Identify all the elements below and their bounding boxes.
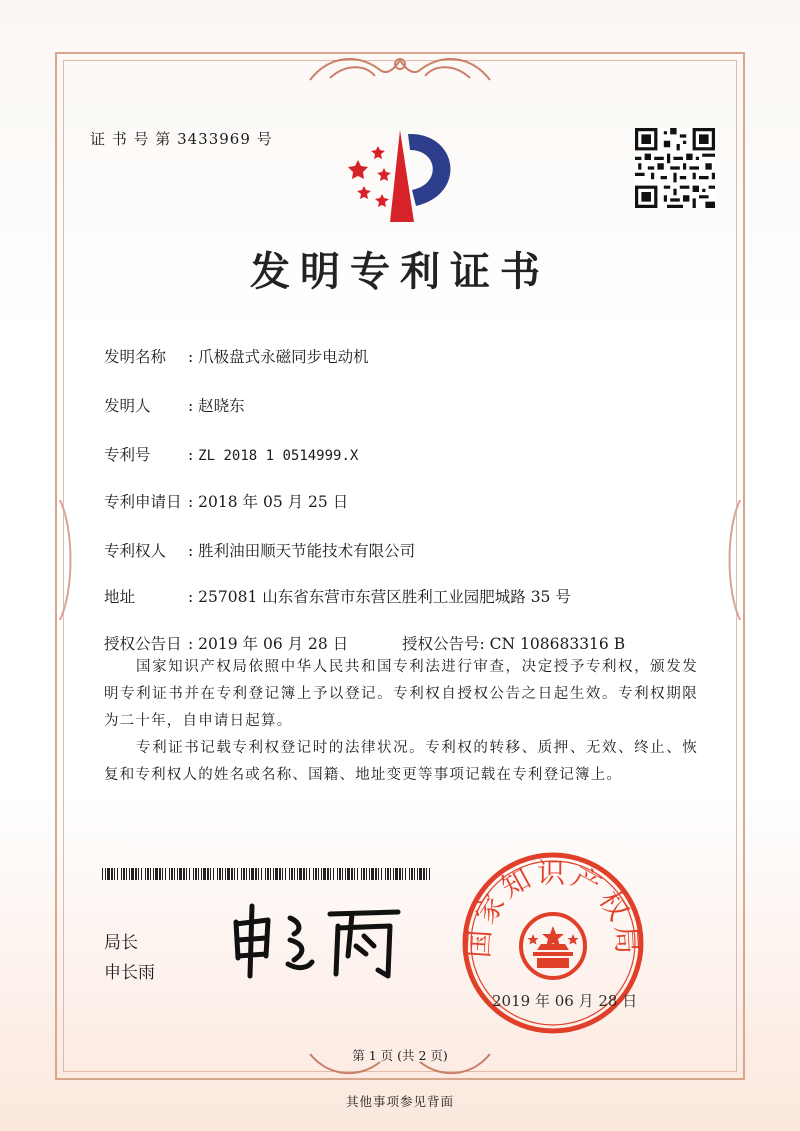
certificate-number-label: 证 书 号 第 <box>90 130 172 148</box>
top-ornament <box>300 50 500 86</box>
inventor-value: 赵晓东 <box>198 397 245 415</box>
address-label: 地址 <box>104 588 136 606</box>
svg-text:国家知识产权局: 国家知识产权局 <box>462 856 644 959</box>
inventor-row: 发明人 : 赵晓东 <box>104 394 245 416</box>
footer-note: 其他事项参见背面 <box>345 1094 454 1109</box>
paragraph-legal-status: 专利证书记载专利权登记时的法律状况。专利权的转移、质押、无效、终止、恢复和专利权人的姓名或名称、国籍、地址变更等事项记载在专利登记簿上。 <box>104 740 698 783</box>
invention-name-value: 爪极盘式永磁同步电动机 <box>198 348 369 366</box>
patentee-row: 专利权人 : 胜利油田顺天节能技术有限公司 <box>104 539 415 561</box>
address-row: 地址 : 257081 山东省东营市东营区胜利工业园肥城路 35 号 <box>104 585 571 607</box>
grant-date-row: 授权公告日 : 2019 年 06 月 28 日 <box>104 632 348 654</box>
director-title: 局长 <box>104 933 138 953</box>
seal-date: 2019 年 06 月 28 日 <box>492 992 638 1010</box>
grant-date-value: 2019 年 06 月 28 日 <box>198 635 349 653</box>
director-name: 申长雨 <box>104 963 155 983</box>
grant-number-row <box>402 632 625 654</box>
grant-number-label: 授权公告号: <box>402 635 485 653</box>
patent-office-logo <box>338 124 468 224</box>
patent-number-label: 专利号 <box>104 446 151 464</box>
patentee-label: 专利权人 <box>104 542 167 560</box>
certificate-number-suffix: 号 <box>256 130 273 148</box>
patent-number-row: 专利号 : ZL 2018 1 0514999.X <box>104 443 358 465</box>
page-number: 第 1 页 (共 2 页) <box>352 1048 448 1063</box>
grant-number-value: CN 108683316 B <box>489 635 626 653</box>
qr-code <box>635 128 715 208</box>
patentee-value: 胜利油田顺天节能技术有限公司 <box>198 542 416 560</box>
invention-name-label: 发明名称 <box>104 348 167 366</box>
filing-date-label: 专利申请日 <box>104 493 182 511</box>
certificate-number <box>90 128 273 149</box>
inventor-label: 发明人 <box>104 397 151 415</box>
patent-number-value: ZL 2018 1 0514999.X <box>198 448 359 464</box>
grant-date-label: 授权公告日 <box>104 635 182 653</box>
left-ornament <box>56 500 76 620</box>
filing-date-value: 2018 年 05 月 25 日 <box>198 493 349 511</box>
paragraph-grant-statement: 国家知识产权局依照中华人民共和国专利法进行审查，决定授予专利权，颁发发明专利证书并在专利登记簿上予以登记。专利权自授权公告之日起生效。专利权期限为二十年，自申请日起算。 <box>104 659 698 729</box>
barcode <box>102 868 432 880</box>
certificate-number-value: 3433969 <box>177 130 251 148</box>
invention-name-row: 发明名称 : 爪极盘式永磁同步电动机 <box>104 345 369 367</box>
right-ornament <box>724 500 744 620</box>
certificate-title: 发明专利证书 <box>250 248 550 295</box>
director-signature <box>228 900 408 980</box>
filing-date-row: 专利申请日 : 2018 年 05 月 25 日 <box>104 490 348 512</box>
address-value: 257081 山东省东营市东营区胜利工业园肥城路 35 号 <box>198 588 571 606</box>
